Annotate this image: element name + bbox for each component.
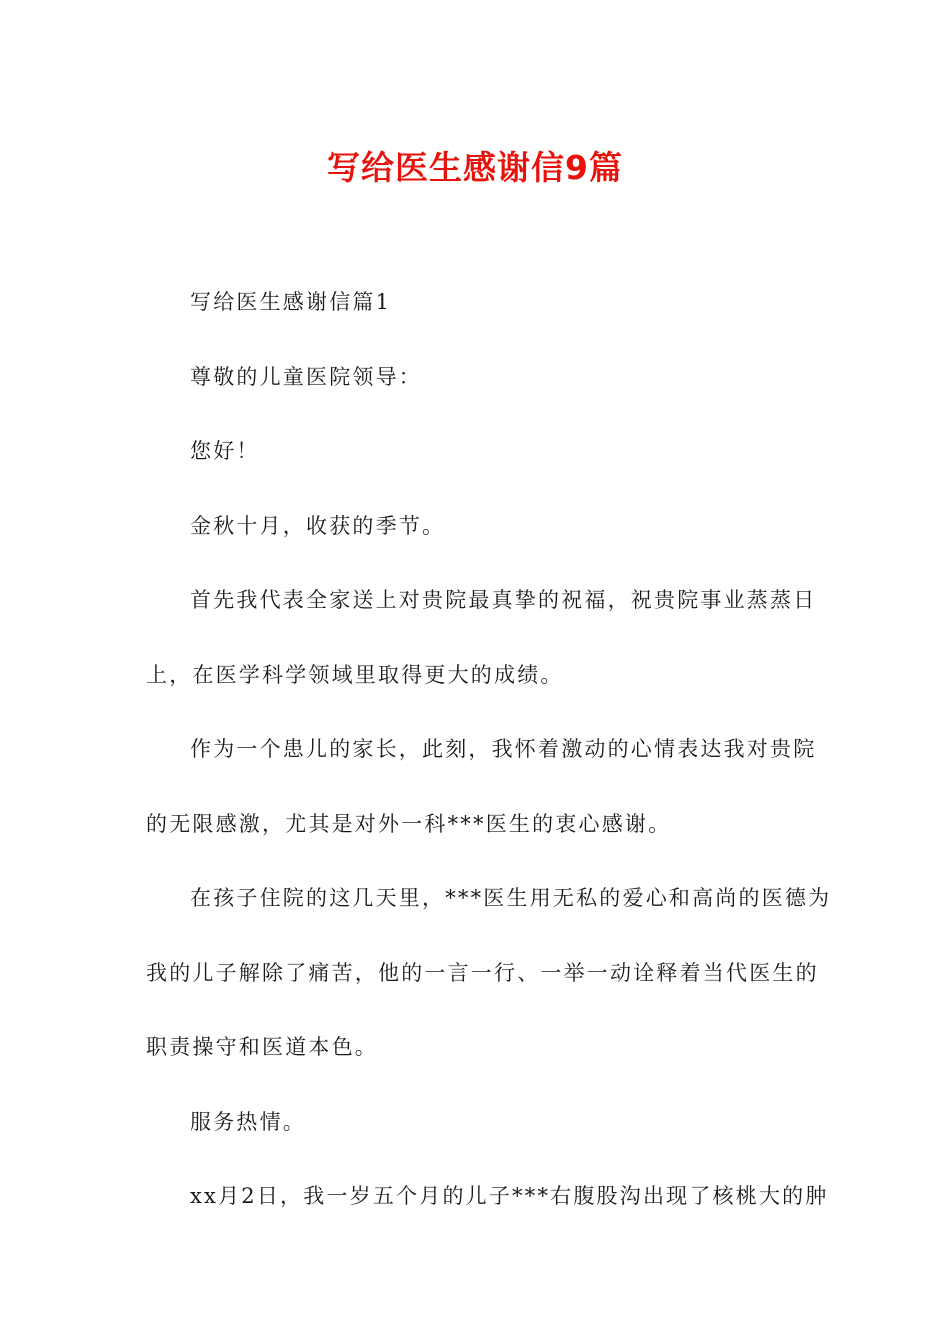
greeting: 您好！ [190,439,260,463]
paragraph-line: 我的儿子解除了痛苦，他的一言一行、一举一动诠释着当代医生的 [146,961,819,985]
paragraph-line: 上，在医学科学领域里取得更大的成绩。 [146,663,564,687]
paragraph-line: 金秋十月，收获的季节。 [190,514,446,538]
paragraph-line: 职责操守和医道本色。 [146,1035,378,1059]
section-heading: 写给医生感谢信篇1 [190,290,392,314]
paragraph-line: 的无限感激，尤其是对外一科***医生的衷心感谢。 [146,812,672,836]
paragraph-line: 作为一个患儿的家长，此刻，我怀着激动的心情表达我对贵院 [190,737,817,761]
document-title: 写给医生感谢信9篇 [327,148,623,187]
salutation: 尊敬的儿童医院领导： [190,365,422,389]
paragraph-line: xx月2日，我一岁五个月的儿子***右腹股沟出现了核桃大的肿 [190,1184,829,1208]
paragraph-line: 在孩子住院的这几天里，***医生用无私的爱心和高尚的医德为 [190,886,832,910]
paragraph-line: 服务热情。 [190,1110,306,1134]
paragraph-line: 首先我代表全家送上对贵院最真挚的祝福，祝贵院事业蒸蒸日 [190,588,817,612]
